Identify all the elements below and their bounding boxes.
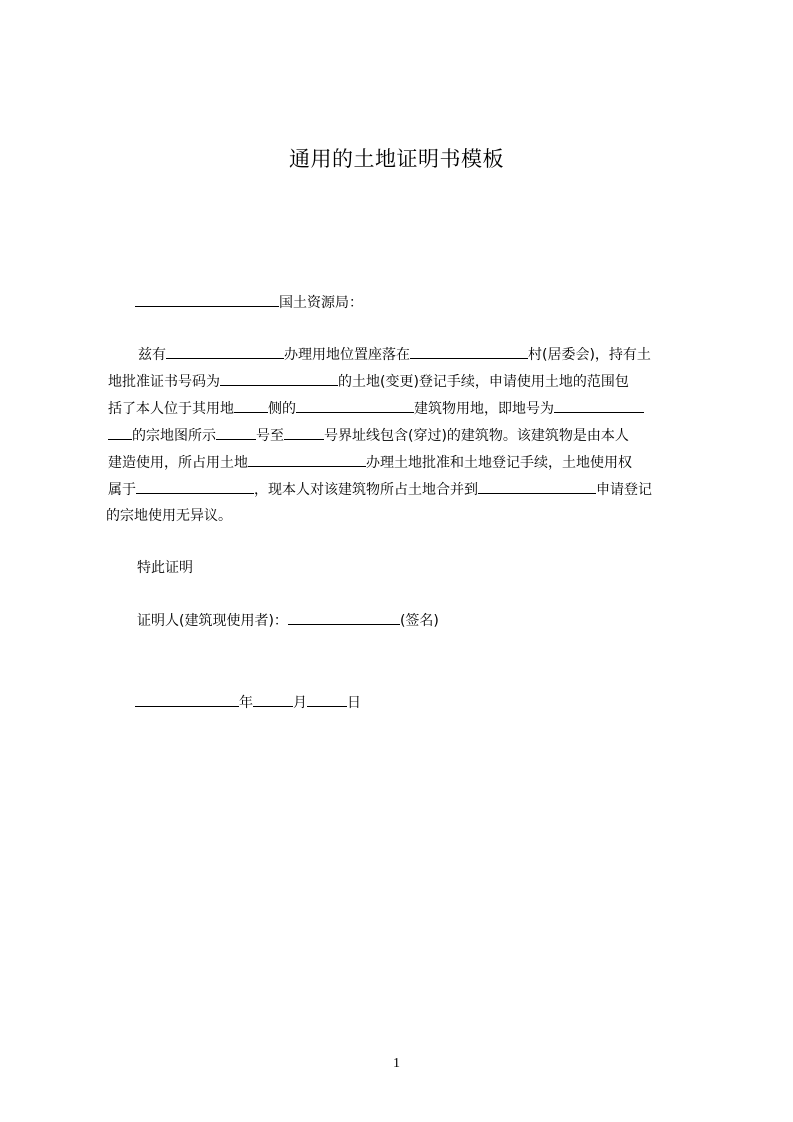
signature-blank[interactable] <box>288 609 400 625</box>
body-line-1 <box>138 343 651 366</box>
body-text: 兹有 <box>138 347 166 363</box>
body-text: 建造使用，所占用土地 <box>108 455 248 471</box>
day-blank[interactable] <box>307 691 347 707</box>
parcel-number-blank[interactable] <box>554 397 644 413</box>
recipient-suffix: 国土资源局： <box>279 295 363 311</box>
body-text: 地批准证书号码为 <box>108 374 220 390</box>
body-line-3 <box>108 397 644 420</box>
year-blank[interactable] <box>135 691 239 707</box>
land-blank[interactable] <box>248 451 366 467</box>
body-text: 号至 <box>256 428 284 444</box>
body-line-2 <box>108 370 629 393</box>
applicant-blank[interactable] <box>166 343 284 359</box>
body-text: 的土地(变更)登记手续，申请使用土地的范围包 <box>338 374 629 390</box>
body-line-7 <box>106 505 232 527</box>
body-text: 侧的 <box>268 401 296 417</box>
body-text: 的宗地使用无异议。 <box>106 508 232 524</box>
recipient-blank[interactable] <box>135 291 279 307</box>
signer-line <box>137 609 439 632</box>
side-blank[interactable] <box>234 397 268 413</box>
body-text: 办理土地批准和土地登记手续，土地使用权 <box>366 455 632 471</box>
body-text: 属于 <box>108 482 136 498</box>
day-label: 日 <box>347 695 361 711</box>
signer-suffix: (签名) <box>399 613 439 629</box>
month-label: 月 <box>293 695 307 711</box>
page-number: 1 <box>393 1056 400 1071</box>
building-blank[interactable] <box>296 397 414 413</box>
boundary-to-blank[interactable] <box>284 424 324 440</box>
body-text: 村(居委会)，持有土 <box>528 347 651 363</box>
parcel-number-blank-cont[interactable] <box>108 424 132 440</box>
recipient-line <box>135 291 363 314</box>
closing-line: 特此证明 <box>137 560 193 576</box>
merge-target-blank[interactable] <box>478 478 596 494</box>
location-blank[interactable] <box>410 343 528 359</box>
body-line-4 <box>108 424 629 447</box>
date-line <box>135 691 361 714</box>
body-text: 办理用地位置座落在 <box>284 347 410 363</box>
body-text: ，现本人对该建筑物所占土地合并到 <box>254 482 478 498</box>
body-text: 号界址线包含(穿过)的建筑物。该建筑物是由本人 <box>324 428 629 444</box>
body-line-5 <box>108 451 632 474</box>
body-text: 申请登记 <box>596 482 652 498</box>
boundary-from-blank[interactable] <box>216 424 256 440</box>
certificate-number-blank[interactable] <box>220 370 338 386</box>
document-title: 通用的土地证明书模板 <box>289 147 504 171</box>
signer-label: 证明人(建筑现使用者)： <box>137 613 288 629</box>
owner-blank[interactable] <box>136 478 254 494</box>
year-label: 年 <box>239 695 253 711</box>
body-text: 建筑物用地，即地号为 <box>414 401 554 417</box>
body-text: 括了本人位于其用地 <box>108 401 234 417</box>
month-blank[interactable] <box>253 691 293 707</box>
body-text: 的宗地图所示 <box>132 428 216 444</box>
body-line-6 <box>108 478 652 501</box>
